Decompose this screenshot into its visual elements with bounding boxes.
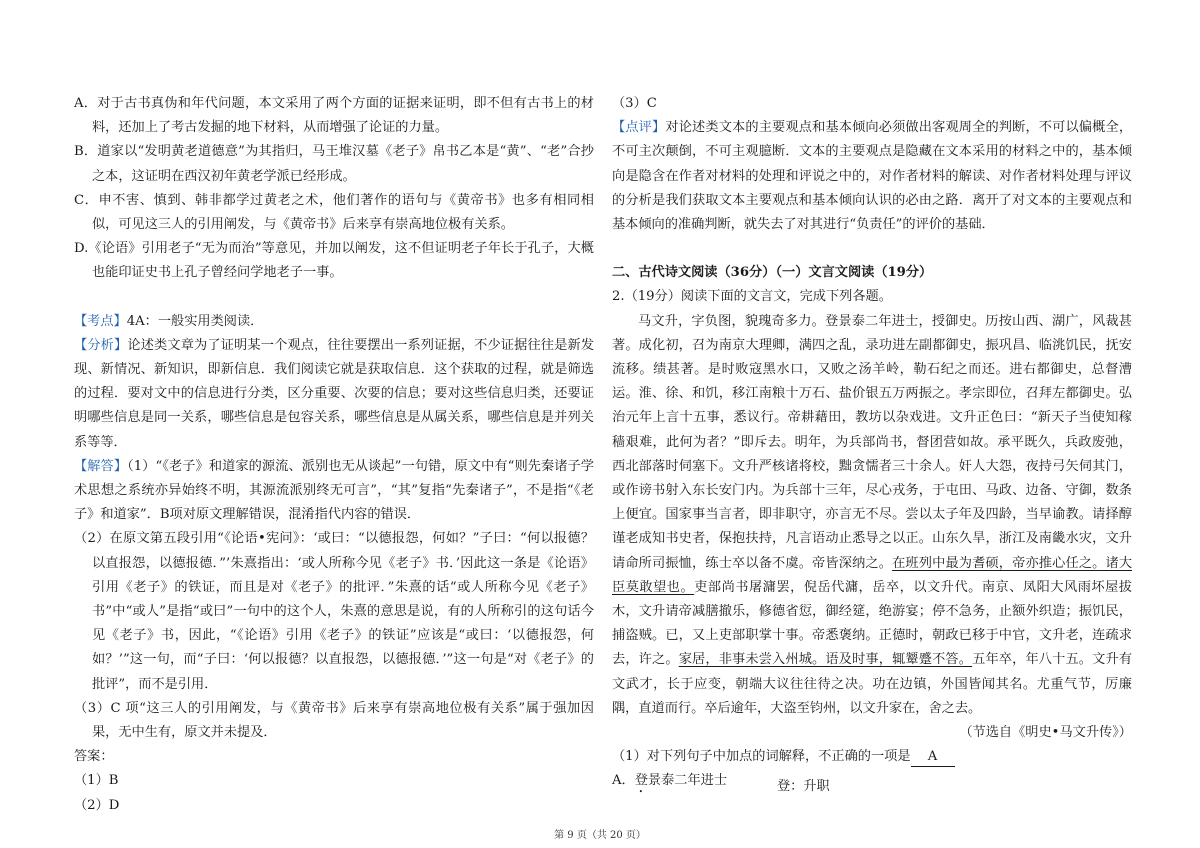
question-1-option-a: [612, 769, 1132, 799]
option-c: C．申不害、慎到、韩非都学过黄老之术，他们著作的语句与《黄帝书》也多有相同相似，可见这三人的引用阐发，与《黄帝书》后来享有崇高地位极有关系。: [74, 192, 594, 233]
option-a-sentence: [612, 769, 777, 799]
option-a-dotted-char: 登: [634, 773, 648, 789]
option-d: D.《论语》引用老子“无为而治”等意见，并加以阐发，这不但证明老子年长于孔子，大概也能印证史书上孔子曾经问学地老子一事。: [74, 241, 594, 281]
kaodian: [74, 310, 594, 334]
passage-underlined-2: 家居，非事未尝入州城。语及时事，辄颦蹙不答。: [678, 652, 973, 668]
question-1-stem: [612, 745, 1132, 769]
answer-3: （3）C: [612, 96, 657, 111]
jieda-1-text: （1）“《老子》和道家的源流、派别也无从谈起”一句错，原文中有“则先秦诸子学术思想之系统亦异始终不明，其源流派别终无可言”，“其”复指“先秦诸子”，不是指“《老子》和道家”．B项对原文理解错误，混淆指代内容的错误．: [74, 458, 594, 523]
passage-source: （节选自《明史•马文升传》）: [959, 725, 1132, 741]
option-a-prefix: A．: [612, 773, 635, 789]
jieda-2: （2）在原文第五段引用“《论语•宪问》：‘或曰：“以德报怨，何如？”子曰：“何以报德？以直报怨，以德报德．”’朱熹指出：‘或人所称今见《老子》书．’因此这一条是《论语》引用《老子》的铁证，而且是对《老子》的批评．”朱熹的话“或人所称今见《老子》书”中“或人”是指“或曰”一句中的这个人，朱熹的意思是说，有的人所称引的这句话今见《老子》书，因此，“《论语》引用《老子》的铁证”应该是“或曰：‘以德报怨，何如？’”这一句，而“子曰：‘何以报德？以直报怨，以德报德．’”这一句是“对《老子》的批评”，而不是引用．: [74, 531, 594, 692]
left-column: [74, 92, 594, 818]
answer-2: （2）D: [74, 797, 120, 813]
jieda-3: （3）C 项“这三人的引用阐发，与《黄帝书》后来享有崇高地位极有关系”属于强加因果，无中生有，原文并未提及．: [74, 700, 594, 741]
fenxi: [74, 334, 594, 455]
spacer: [74, 286, 594, 310]
kaodian-tag: 【考点】: [74, 313, 127, 329]
passage-part-1: 马文升，字负图，貌瑰奇多力。登景泰二年进士，授御史。历按山西、湖广，风裁甚著。成化初，召为南京大理卿，满四之乱，录功进左副都御史，振巩昌、临洮饥民，抚安流移。绩甚著。是时败寇黑水口，又败之汤羊岭，勒石纪之而还。进右都御史，总督漕运。淮、徐、和饥，移江南粮十万石、盐价银五万两振之。孝宗即位，召拜左都御史。弘治元年上言十五事，悉议行。帝耕藉田，教坊以杂戏进。文升正色曰：“新天子当使知稼穑艰难，此何为者？”即斥去。明年，为兵部尚书，督团营如故。承平既久，兵政废弛，西北部落时伺塞下。文升严核诸将校，黜贪懦者三十余人。奸人大怨，夜持弓矢伺其门，或作谤书射入东长安门内。为兵部十三年，尽心戎务，于屯田、马政、边备、守御，数条上便宜。国家事当言者，即非职守，亦言无不尽。尝以太子年及四龄，当早谕教。请择醇谨老成知书史者，保抱扶持，凡言语动止悉导之以正。山东久旱，浙江及南畿水灾，文升请命所司振恤，练士卒以备不虞。帝皆深纳之。: [612, 313, 1132, 571]
option-b: B．道家以“发明黄老道德意”为其指归，马王堆汉墓《老子》帛书乙本是“黄”、“老”合抄之本，这证明在西汉初年黄老学派已经形成。: [74, 144, 594, 184]
option-a: A．对于古书真伪和年代问题，本文采用了两个方面的证据来证明，即不但有古书上的材料，还加上了考古发掘的地下材料，从而增强了论证的力量。: [74, 96, 594, 136]
passage-part-3: 五年卒，年八十五。文升有文武才，长于应变，朝端大议往往待之决。功在边镇，外国皆闻其名。尤重气节，厉廉隅，直道而行。卒后逾年，大盗至钧州，以文升家在，舍之去。: [612, 652, 1133, 716]
jieda-tag: 【解答】: [74, 458, 128, 474]
page-footer: 第 9 页（共 20 页）: [554, 830, 646, 841]
dianping-text: 对论述类文本的主要观点和基本倾向必须做出客观周全的判断，不可以偏概全，不可主次颠倒，不可主观臆断．文本的主要观点是隐藏在文本采用的材料之中的，基本倾向是隐含在作者对材料的处理和评说之中的，对作者材料的解读、对作者材料处理与评议的分析是我们获取文本主要观点和基本倾向认识的必由之路．离开了对文本的主要观点和基本倾向的准确判断，就失去了对其进行“负责任”的评价的基础．: [612, 120, 1133, 233]
passage-part-2: 吏部尚书屠滽罢，倪岳代滽，岳卒，以文升代。南京、凤阳大风雨坏屋拔木，文升请帝减膳撤乐，修德省愆，御经筵，绝游宴；停不急务，止额外织造；振饥民，捕盗贼。已，又上吏部职掌十事。帝悉褒纳。正德时，朝政已移于中官，文升老，连疏求去，许之。: [612, 579, 1132, 668]
question-1-text: （1）对下列句子中加点的词解释，不正确的一项是: [612, 749, 911, 765]
right-column: [612, 92, 1132, 800]
dianping-tag: 【点评】: [612, 120, 666, 136]
jieda-1: [74, 455, 594, 528]
answer-label: 答案：: [74, 749, 114, 765]
question-2-stem: 2.（19分）阅读下面的文言文，完成下列各题。: [612, 289, 892, 305]
option-a-rest: 景泰二年进士: [647, 773, 728, 789]
dianping: [612, 116, 1132, 237]
passage-underlined-1: 在班列中最为耆硕，帝亦推心任之。诸大臣莫敢望也。: [612, 555, 1133, 595]
question-1-answer: A: [911, 748, 955, 767]
fenxi-text: 论述类文章为了证明某一个观点，往往要摆出一系列证据，不少证据往往是新发现、新情况、新知识，即新信息．我们阅读它就是获取信息．这个获取的过程，就是筛选的过程．要对文中的信息进行分类，区分重要、次要的信息；要对这些信息归类，还要证明哪些信息是同一关系，哪些信息是包容关系，哪些信息是从属关系，哪些信息是并列关系等等．: [74, 337, 595, 450]
passage: [612, 310, 1132, 721]
answer-1: （1）B: [74, 773, 119, 789]
section-title: 二、古代诗文阅读（36分）（一）文言文阅读（19分）: [612, 265, 933, 281]
fenxi-tag: 【分析】: [74, 337, 128, 353]
kaodian-text: 4A：一般实用类阅读．: [126, 313, 264, 329]
option-a-definition: 登：升职: [777, 779, 830, 795]
spacer: [612, 237, 1132, 261]
